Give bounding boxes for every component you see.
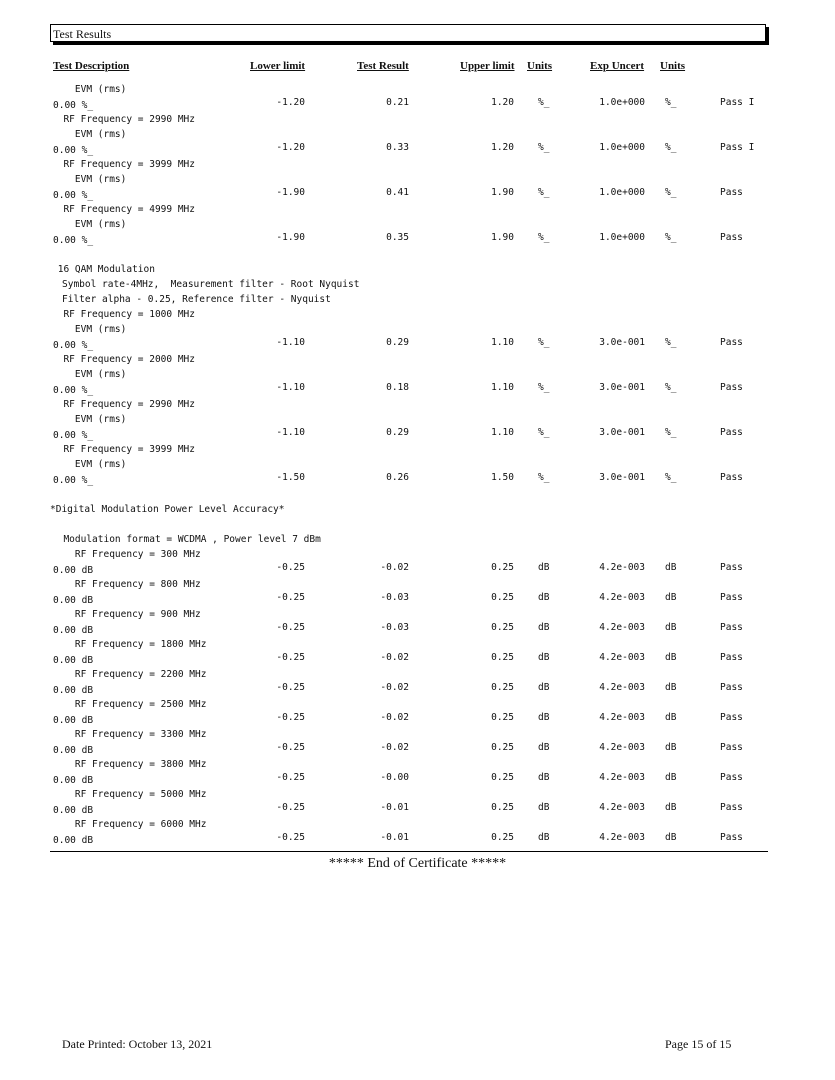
cell-result: 0.29 <box>386 427 409 438</box>
cell-result: 0.35 <box>386 232 409 243</box>
desc-line: RF Frequency = 3999 MHz <box>52 444 195 455</box>
cell-unc: 1.0e+000 <box>599 142 645 153</box>
cell-status: Pass <box>720 832 743 843</box>
desc-line: EVM (rms) <box>52 174 127 185</box>
cell-result: -0.02 <box>380 712 409 723</box>
cell-units: %_ <box>538 382 550 393</box>
cell-status: Pass <box>720 427 743 438</box>
cell-upper: 1.10 <box>491 382 514 393</box>
cell-result: 0.29 <box>386 337 409 348</box>
cell-result: -0.01 <box>380 832 409 843</box>
cell-units2: dB <box>665 802 677 813</box>
cell-lower: -0.25 <box>276 622 305 633</box>
col-header-upper-limit: Upper limit <box>460 60 515 72</box>
cell-nominal: 0.00 %_ <box>53 235 94 246</box>
cell-units2: dB <box>665 592 677 603</box>
cell-units: dB <box>538 802 550 813</box>
cell-units: dB <box>538 742 550 753</box>
cell-units2: %_ <box>665 142 677 153</box>
cell-unc: 3.0e-001 <box>599 382 645 393</box>
cell-lower: -1.10 <box>276 427 305 438</box>
cell-units2: %_ <box>665 232 677 243</box>
cell-unc: 4.2e-003 <box>599 592 645 603</box>
cell-result: 0.33 <box>386 142 409 153</box>
cell-units: %_ <box>538 427 550 438</box>
cell-nominal: 0.00 dB <box>53 595 94 606</box>
cell-result: 0.21 <box>386 97 409 108</box>
desc-line: RF Frequency = 3999 MHz <box>52 159 195 170</box>
cell-units2: dB <box>665 622 677 633</box>
cell-lower: -1.90 <box>276 187 305 198</box>
cell-upper: 1.90 <box>491 187 514 198</box>
footer-date-printed: Date Printed: October 13, 2021 <box>62 1037 213 1051</box>
cell-unc: 1.0e+000 <box>599 232 645 243</box>
cell-upper: 1.10 <box>491 427 514 438</box>
desc-line: RF Frequency = 3300 MHz <box>52 729 207 740</box>
cell-status: Pass <box>720 562 743 573</box>
desc-line: RF Frequency = 300 MHz <box>52 549 201 560</box>
cell-status: Pass <box>720 622 743 633</box>
cell-status: Pass <box>720 772 743 783</box>
cell-result: -0.02 <box>380 682 409 693</box>
cell-unc: 4.2e-003 <box>599 742 645 753</box>
cell-units2: %_ <box>665 187 677 198</box>
cell-result: 0.41 <box>386 187 409 198</box>
cell-unc: 3.0e-001 <box>599 427 645 438</box>
cell-result: -0.03 <box>380 592 409 603</box>
desc-line: RF Frequency = 2000 MHz <box>52 354 195 365</box>
cell-lower: -0.25 <box>276 592 305 603</box>
cell-upper: 0.25 <box>491 652 514 663</box>
cell-units: dB <box>538 592 550 603</box>
cell-units: %_ <box>538 337 550 348</box>
desc-line: Symbol rate-4MHz, Measurement filter - Root Nyquist <box>62 279 360 290</box>
cell-units: dB <box>538 712 550 723</box>
footer-page-number: Page 15 of 15 <box>665 1037 732 1051</box>
cell-lower: -1.10 <box>276 337 305 348</box>
desc-line: RF Frequency = 2200 MHz <box>52 669 207 680</box>
desc-line: EVM (rms) <box>52 219 127 230</box>
cell-status: Pass <box>720 232 743 243</box>
cell-units: dB <box>538 652 550 663</box>
cell-nominal: 0.00 %_ <box>53 100 94 111</box>
cell-nominal: 0.00 dB <box>53 625 94 636</box>
cell-upper: 0.25 <box>491 772 514 783</box>
cell-nominal: 0.00 %_ <box>53 190 94 201</box>
cell-units: dB <box>538 682 550 693</box>
desc-line: RF Frequency = 5000 MHz <box>52 789 207 800</box>
cell-units: %_ <box>538 142 550 153</box>
cell-upper: 1.20 <box>491 142 514 153</box>
desc-line: RF Frequency = 2500 MHz <box>52 699 207 710</box>
cell-nominal: 0.00 dB <box>53 835 94 846</box>
cell-lower: -0.25 <box>276 712 305 723</box>
cell-unc: 1.0e+000 <box>599 97 645 108</box>
cell-lower: -0.25 <box>276 562 305 573</box>
cell-result: -0.02 <box>380 742 409 753</box>
cell-unc: 4.2e-003 <box>599 832 645 843</box>
cell-units2: dB <box>665 682 677 693</box>
cell-units: %_ <box>538 97 550 108</box>
end-divider <box>50 851 768 852</box>
cell-lower: -1.10 <box>276 382 305 393</box>
cell-status: Pass <box>720 712 743 723</box>
cell-result: -0.01 <box>380 802 409 813</box>
cell-unc: 4.2e-003 <box>599 622 645 633</box>
cell-units2: %_ <box>665 337 677 348</box>
desc-line: RF Frequency = 1800 MHz <box>52 639 207 650</box>
cell-status: Pass <box>720 682 743 693</box>
cell-result: 0.18 <box>386 382 409 393</box>
cell-units2: %_ <box>665 97 677 108</box>
cell-unc: 4.2e-003 <box>599 772 645 783</box>
cell-unc: 4.2e-003 <box>599 562 645 573</box>
desc-line: RF Frequency = 2990 MHz <box>52 399 195 410</box>
cell-unc: 3.0e-001 <box>599 472 645 483</box>
cell-upper: 0.25 <box>491 802 514 813</box>
desc-line: Filter alpha - 0.25, Reference filter - Nyquist <box>62 294 331 305</box>
cell-lower: -0.25 <box>276 682 305 693</box>
cell-lower: -1.50 <box>276 472 305 483</box>
cell-units: dB <box>538 622 550 633</box>
cell-result: -0.03 <box>380 622 409 633</box>
cell-upper: 0.25 <box>491 832 514 843</box>
cell-upper: 0.25 <box>491 682 514 693</box>
cell-lower: -0.25 <box>276 832 305 843</box>
col-header-test-result: Test Result <box>357 60 409 72</box>
cell-units: %_ <box>538 232 550 243</box>
cell-unc: 1.0e+000 <box>599 187 645 198</box>
cell-unc: 3.0e-001 <box>599 337 645 348</box>
cell-lower: -0.25 <box>276 772 305 783</box>
desc-line: EVM (rms) <box>52 369 127 380</box>
cell-units: %_ <box>538 187 550 198</box>
section-heading: *Digital Modulation Power Level Accuracy* <box>50 504 285 515</box>
cell-nominal: 0.00 dB <box>53 715 94 726</box>
cell-nominal: 0.00 %_ <box>53 430 94 441</box>
cell-unc: 4.2e-003 <box>599 712 645 723</box>
cell-upper: 0.25 <box>491 712 514 723</box>
cell-status: Pass <box>720 592 743 603</box>
cell-result: -0.02 <box>380 562 409 573</box>
desc-line: Modulation format = WCDMA , Power level 7 dBm <box>52 534 321 545</box>
desc-line: EVM (rms) <box>52 459 127 470</box>
cell-status: Pass <box>720 187 743 198</box>
col-header-lower-limit: Lower limit <box>250 60 306 72</box>
cell-nominal: 0.00 dB <box>53 655 94 666</box>
end-of-certificate: ***** End of Certificate ***** <box>328 856 507 871</box>
cell-status: Pass <box>720 802 743 813</box>
col-header-units: Units <box>527 60 553 72</box>
desc-line: EVM (rms) <box>52 84 127 95</box>
cell-nominal: 0.00 %_ <box>53 475 94 486</box>
desc-line: RF Frequency = 800 MHz <box>52 579 201 590</box>
cell-units: dB <box>538 562 550 573</box>
cell-nominal: 0.00 dB <box>53 805 94 816</box>
cell-status: Pass <box>720 472 743 483</box>
cell-lower: -0.25 <box>276 742 305 753</box>
cell-nominal: 0.00 dB <box>53 565 94 576</box>
cell-lower: -1.20 <box>276 97 305 108</box>
cell-unc: 4.2e-003 <box>599 802 645 813</box>
cell-result: -0.02 <box>380 652 409 663</box>
cell-lower: -1.20 <box>276 142 305 153</box>
cell-upper: 1.50 <box>491 472 514 483</box>
desc-line: RF Frequency = 3800 MHz <box>52 759 207 770</box>
desc-line: EVM (rms) <box>52 324 127 335</box>
col-header-exp-uncert: Exp Uncert <box>590 60 645 72</box>
cell-units: dB <box>538 772 550 783</box>
cell-lower: -0.25 <box>276 652 305 663</box>
cell-units2: dB <box>665 742 677 753</box>
desc-line: RF Frequency = 2990 MHz <box>52 114 195 125</box>
cell-upper: 1.20 <box>491 97 514 108</box>
cell-result: 0.26 <box>386 472 409 483</box>
cell-units2: %_ <box>665 382 677 393</box>
cell-units2: dB <box>665 652 677 663</box>
cell-upper: 0.25 <box>491 742 514 753</box>
cell-nominal: 0.00 %_ <box>53 145 94 156</box>
col-header-units-2: Units <box>660 60 686 72</box>
desc-line: RF Frequency = 6000 MHz <box>52 819 207 830</box>
cell-units: dB <box>538 832 550 843</box>
desc-line: EVM (rms) <box>52 414 127 425</box>
cell-units2: dB <box>665 832 677 843</box>
cell-unc: 4.2e-003 <box>599 652 645 663</box>
cell-nominal: 0.00 dB <box>53 685 94 696</box>
cell-upper: 0.25 <box>491 592 514 603</box>
cell-units2: %_ <box>665 472 677 483</box>
col-header-test-description: Test Description <box>53 60 130 72</box>
cell-upper: 1.90 <box>491 232 514 243</box>
cell-result: -0.00 <box>380 772 409 783</box>
cell-unc: 4.2e-003 <box>599 682 645 693</box>
cell-nominal: 0.00 dB <box>53 745 94 756</box>
cell-status: Pass <box>720 652 743 663</box>
cell-lower: -0.25 <box>276 802 305 813</box>
cell-upper: 0.25 <box>491 622 514 633</box>
cell-status: Pass I <box>720 97 755 108</box>
cell-nominal: 0.00 %_ <box>53 340 94 351</box>
cell-status: Pass <box>720 382 743 393</box>
cell-status: Pass <box>720 742 743 753</box>
cell-upper: 0.25 <box>491 562 514 573</box>
cell-units2: dB <box>665 772 677 783</box>
cell-status: Pass <box>720 337 743 348</box>
section-title: Test Results <box>50 24 766 42</box>
cell-upper: 1.10 <box>491 337 514 348</box>
cell-units2: %_ <box>665 427 677 438</box>
desc-line: RF Frequency = 4999 MHz <box>52 204 195 215</box>
cell-units2: dB <box>665 562 677 573</box>
cell-status: Pass I <box>720 142 755 153</box>
cell-nominal: 0.00 %_ <box>53 385 94 396</box>
desc-line: RF Frequency = 1000 MHz <box>52 309 195 320</box>
cell-units2: dB <box>665 712 677 723</box>
cell-nominal: 0.00 dB <box>53 775 94 786</box>
desc-line: EVM (rms) <box>52 129 127 140</box>
cell-lower: -1.90 <box>276 232 305 243</box>
cell-units: %_ <box>538 472 550 483</box>
desc-line: 16 QAM Modulation <box>52 264 155 275</box>
desc-line: RF Frequency = 900 MHz <box>52 609 201 620</box>
